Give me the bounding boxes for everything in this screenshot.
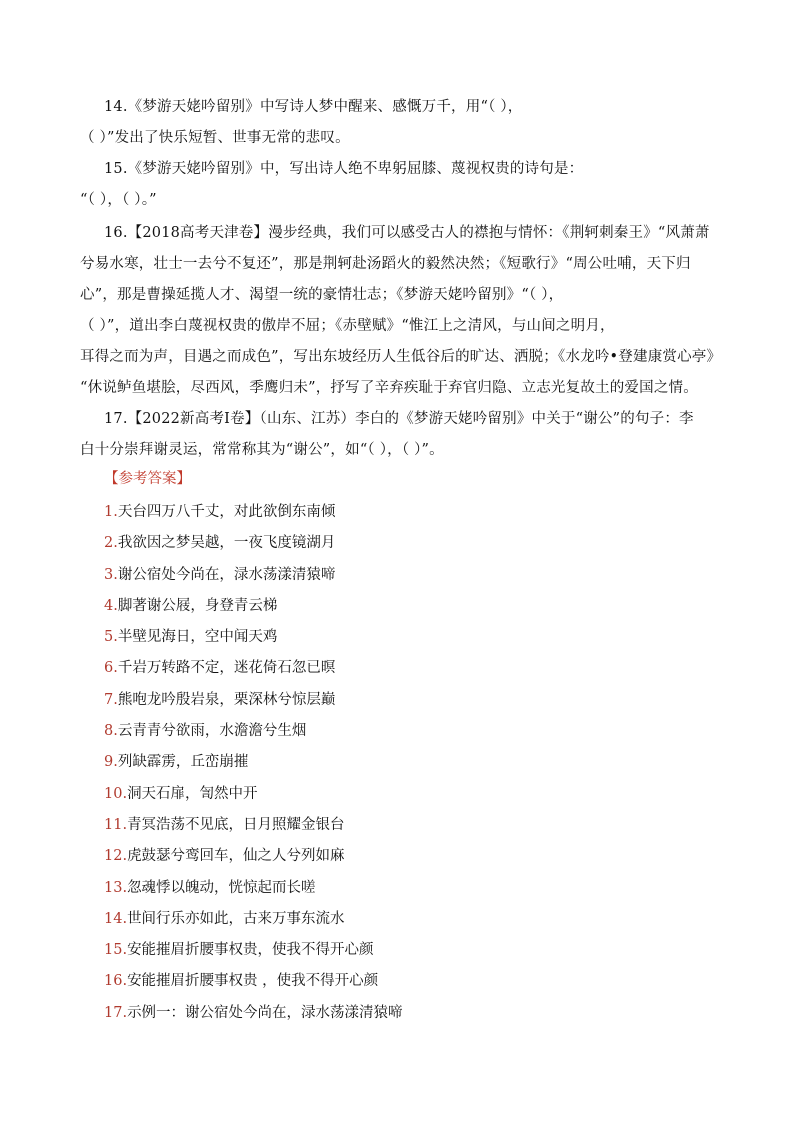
question-17-line-1: 17.【2022新高考Ⅰ卷】（山东、江苏）李白的《梦游天姥吟留别》中关于“谢公”的句子：李 — [104, 411, 694, 427]
answer-item: 12.虎鼓瑟兮鸾回车，仙之人兮列如麻 — [104, 848, 345, 865]
answer-item: 8.云青青兮欲雨，水澹澹兮生烟 — [104, 723, 307, 740]
question-16-line-3: 心”，那是曹操延揽人才、渴望一统的豪情壮志；《梦游天姥吟留别》“（ ）， — [80, 287, 564, 303]
answer-item: 16.安能摧眉折腰事权贵 ，使我不得开心颜 — [104, 973, 379, 990]
answer-item: 4.脚著谢公屐，身登青云梯 — [104, 597, 278, 614]
answer-item: 15.安能摧眉折腰事权贵，使我不得开心颜 — [104, 942, 374, 959]
answer-item: 17.示例一：谢公宿处今尚在，渌水荡漾清猿啼 — [104, 1004, 403, 1021]
answer-item: 7.熊咆龙吟殷岩泉，栗深林兮惊层巅 — [104, 691, 336, 708]
question-16-line-5: 耳得之而为声，目遇之而成色”，写出东坡经历人生低谷后的旷达、洒脱；《水龙吟•登建康赏心亭》 — [80, 349, 722, 365]
question-15-line-1: 15.《梦游天姥吟留别》中，写出诗人绝不卑躬屈膝、蔑视权贵的诗句是： — [104, 161, 584, 177]
question-15 — [80, 154, 720, 216]
question-17-line-2: 白十分崇拜谢灵运，常常称其为“谢公”，如“（ ），（ ）”。 — [80, 442, 444, 458]
answer-list — [104, 497, 704, 1029]
question-14-line-1: 14.《梦游天姥吟留别》中写诗人梦中醒来、感慨万千，用“（ ）， — [104, 99, 523, 115]
question-17 — [80, 404, 720, 466]
question-14 — [80, 92, 720, 154]
question-14-line-2: （ ）”发出了快乐短暂、世事无常的悲叹。 — [80, 130, 350, 146]
question-16 — [80, 218, 720, 404]
question-16-line-6: “休说鲈鱼堪脍，尽西风，季鹰归未”，抒写了辛弃疾耻于弃官归隐、立志光复故土的爱国之情。 — [80, 380, 698, 396]
question-16-line-4: （ ）”，道出李白蔑视权贵的傲岸不屈；《赤壁赋》“惟江上之清风，与山间之明月， — [80, 318, 615, 334]
question-16-line-1: 16.【2018高考天津卷】漫步经典，我们可以感受古人的襟抱与情怀：《荆轲刺秦王》“风萧萧 — [104, 225, 710, 241]
answer-item: 3.谢公宿处今尚在，渌水荡漾清猿啼 — [104, 566, 336, 583]
answers-heading: 【参考答案】 — [104, 471, 191, 487]
question-16-line-2: 兮易水寒，壮士一去兮不复还”，那是荆轲赴汤蹈火的毅然决然；《短歌行》“周公吐哺，天下归 — [80, 256, 691, 272]
answer-item: 1.天台四万八千丈，对此欲倒东南倾 — [104, 504, 336, 520]
answer-item: 9.列缺霹雳，丘峦崩摧 — [104, 754, 249, 771]
answer-item: 11.青冥浩荡不见底，日月照耀金银台 — [104, 816, 345, 833]
answer-item: 2.我欲因之梦吴越，一夜飞度镜湖月 — [104, 535, 336, 552]
question-15-line-2: “（ ），（ ）。” — [80, 192, 157, 208]
answer-item: 10.洞天石扉，訇然中开 — [104, 785, 258, 802]
answer-item: 6.千岩万转路不定，迷花倚石忽已暝 — [104, 660, 336, 677]
answer-item: 14.世间行乐亦如此，古来万事东流水 — [104, 910, 345, 927]
answer-item: 13.忽魂悸以魄动，恍惊起而长嗟 — [104, 879, 316, 896]
answer-item: 5.半壁见海日，空中闻天鸡 — [104, 629, 278, 646]
